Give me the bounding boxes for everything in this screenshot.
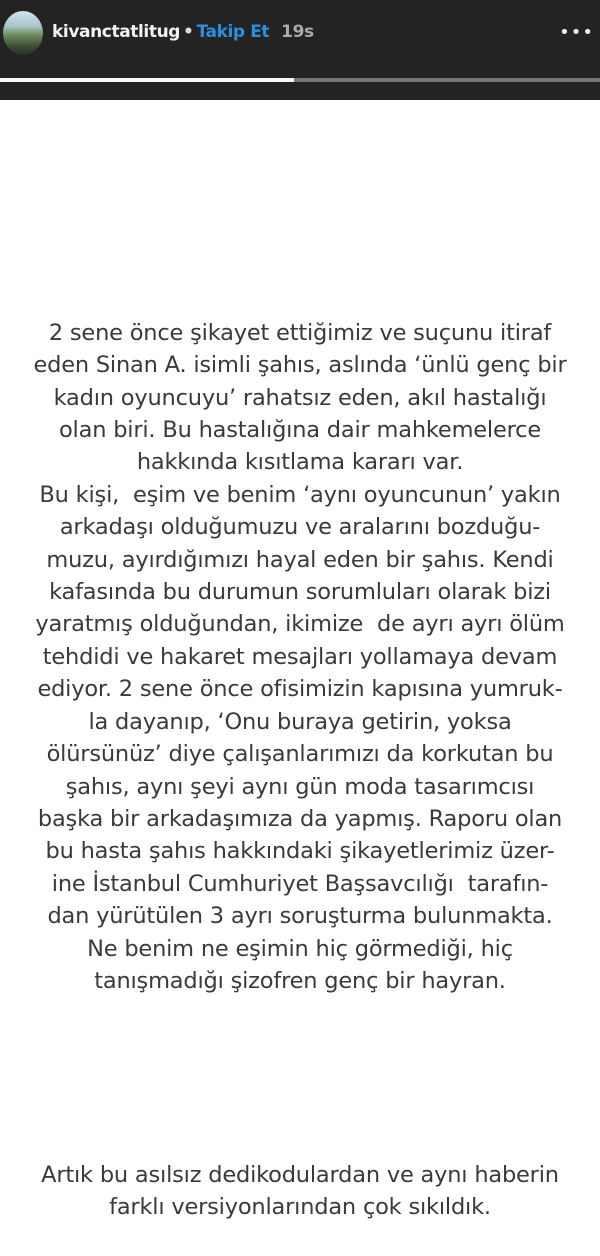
more-options-icon[interactable]: ••• bbox=[559, 22, 594, 43]
user-info bbox=[52, 22, 314, 42]
text-line: arkadaşı olduğumuzu ve aralarını bozduğu- bbox=[59, 514, 541, 541]
text-line: Bu kişi, eşim ve benim ‘aynı oyuncunun’ yakın bbox=[39, 481, 561, 508]
text-line: ediyor. 2 sene önce ofisimizin kapısına yumruk- bbox=[37, 676, 563, 703]
paragraph-2 bbox=[0, 1159, 600, 1224]
text-line: Ne benim ne eşimin hiç görmediği, hiç bbox=[87, 935, 513, 962]
text-line: la dayanıp, ‘Onu buraya getirin, yoksa bbox=[88, 708, 512, 735]
text-line: ölürsünüz’ diye çalışanlarımızı da korkutan bu bbox=[46, 741, 554, 768]
text-line: tanışmadığı şizofren genç bir hayran. bbox=[94, 967, 506, 994]
paragraph-1 bbox=[0, 317, 600, 998]
story-header bbox=[0, 0, 600, 100]
text-line: 2 sene önce şikayet ettiğimiz ve suçunu itiraf bbox=[48, 319, 552, 346]
text-line: tehdidi ve hakaret mesajları yollamaya devam bbox=[42, 643, 558, 670]
text-line: kafasında bu durumun sorumluları olarak bizi bbox=[49, 579, 551, 606]
follow-button[interactable]: Takip Et bbox=[196, 22, 270, 42]
text-line: olan biri. Bu hastalığına dair mahkemelerce bbox=[58, 417, 541, 444]
text-line: eden Sinan A. isimli şahıs, aslında ‘ünlü genç bir bbox=[33, 352, 567, 379]
text-line: farklı versiyonlarından çok sıkıldık. bbox=[109, 1194, 491, 1221]
paragraph-gap bbox=[0, 1062, 600, 1094]
text-line: Artık bu asılsız dedikodulardan ve aynı haberin bbox=[41, 1161, 559, 1188]
text-line: dan yürütülen 3 ayrı soruşturma bulunmakta. bbox=[47, 903, 553, 930]
text-line: başka bir arkadaşımıza da yapmış. Raporu olan bbox=[37, 805, 563, 832]
text-line: muzu, ayırdığımızı hayal eden bir şahıs. Kendi bbox=[46, 546, 554, 573]
text-line: şahıs, aynı şeyi aynı gün moda tasarımcısı bbox=[65, 773, 535, 800]
story-text bbox=[0, 252, 600, 1256]
story-progress-bar bbox=[0, 78, 600, 82]
text-line: ine İstanbul Cumhuriyet Başsavcılığı tarafın- bbox=[51, 870, 549, 897]
text-line: yaratmış olduğundan, ikimize de ayrı ayrı ölüm bbox=[35, 611, 565, 638]
text-line: bu hasta şahıs hakkındaki şikayetlerimiz üzer- bbox=[45, 838, 555, 865]
text-line: kadın oyuncuyu’ rahatsız eden, akıl hastalığı bbox=[53, 384, 547, 411]
username-link[interactable]: kivanctatlitug bbox=[52, 22, 181, 42]
avatar[interactable] bbox=[3, 11, 43, 55]
text-line: hakkında kısıtlama kararı var. bbox=[136, 449, 464, 476]
story-progress-fill bbox=[0, 78, 294, 82]
timestamp: 19s bbox=[281, 22, 314, 42]
separator: • bbox=[183, 22, 194, 42]
